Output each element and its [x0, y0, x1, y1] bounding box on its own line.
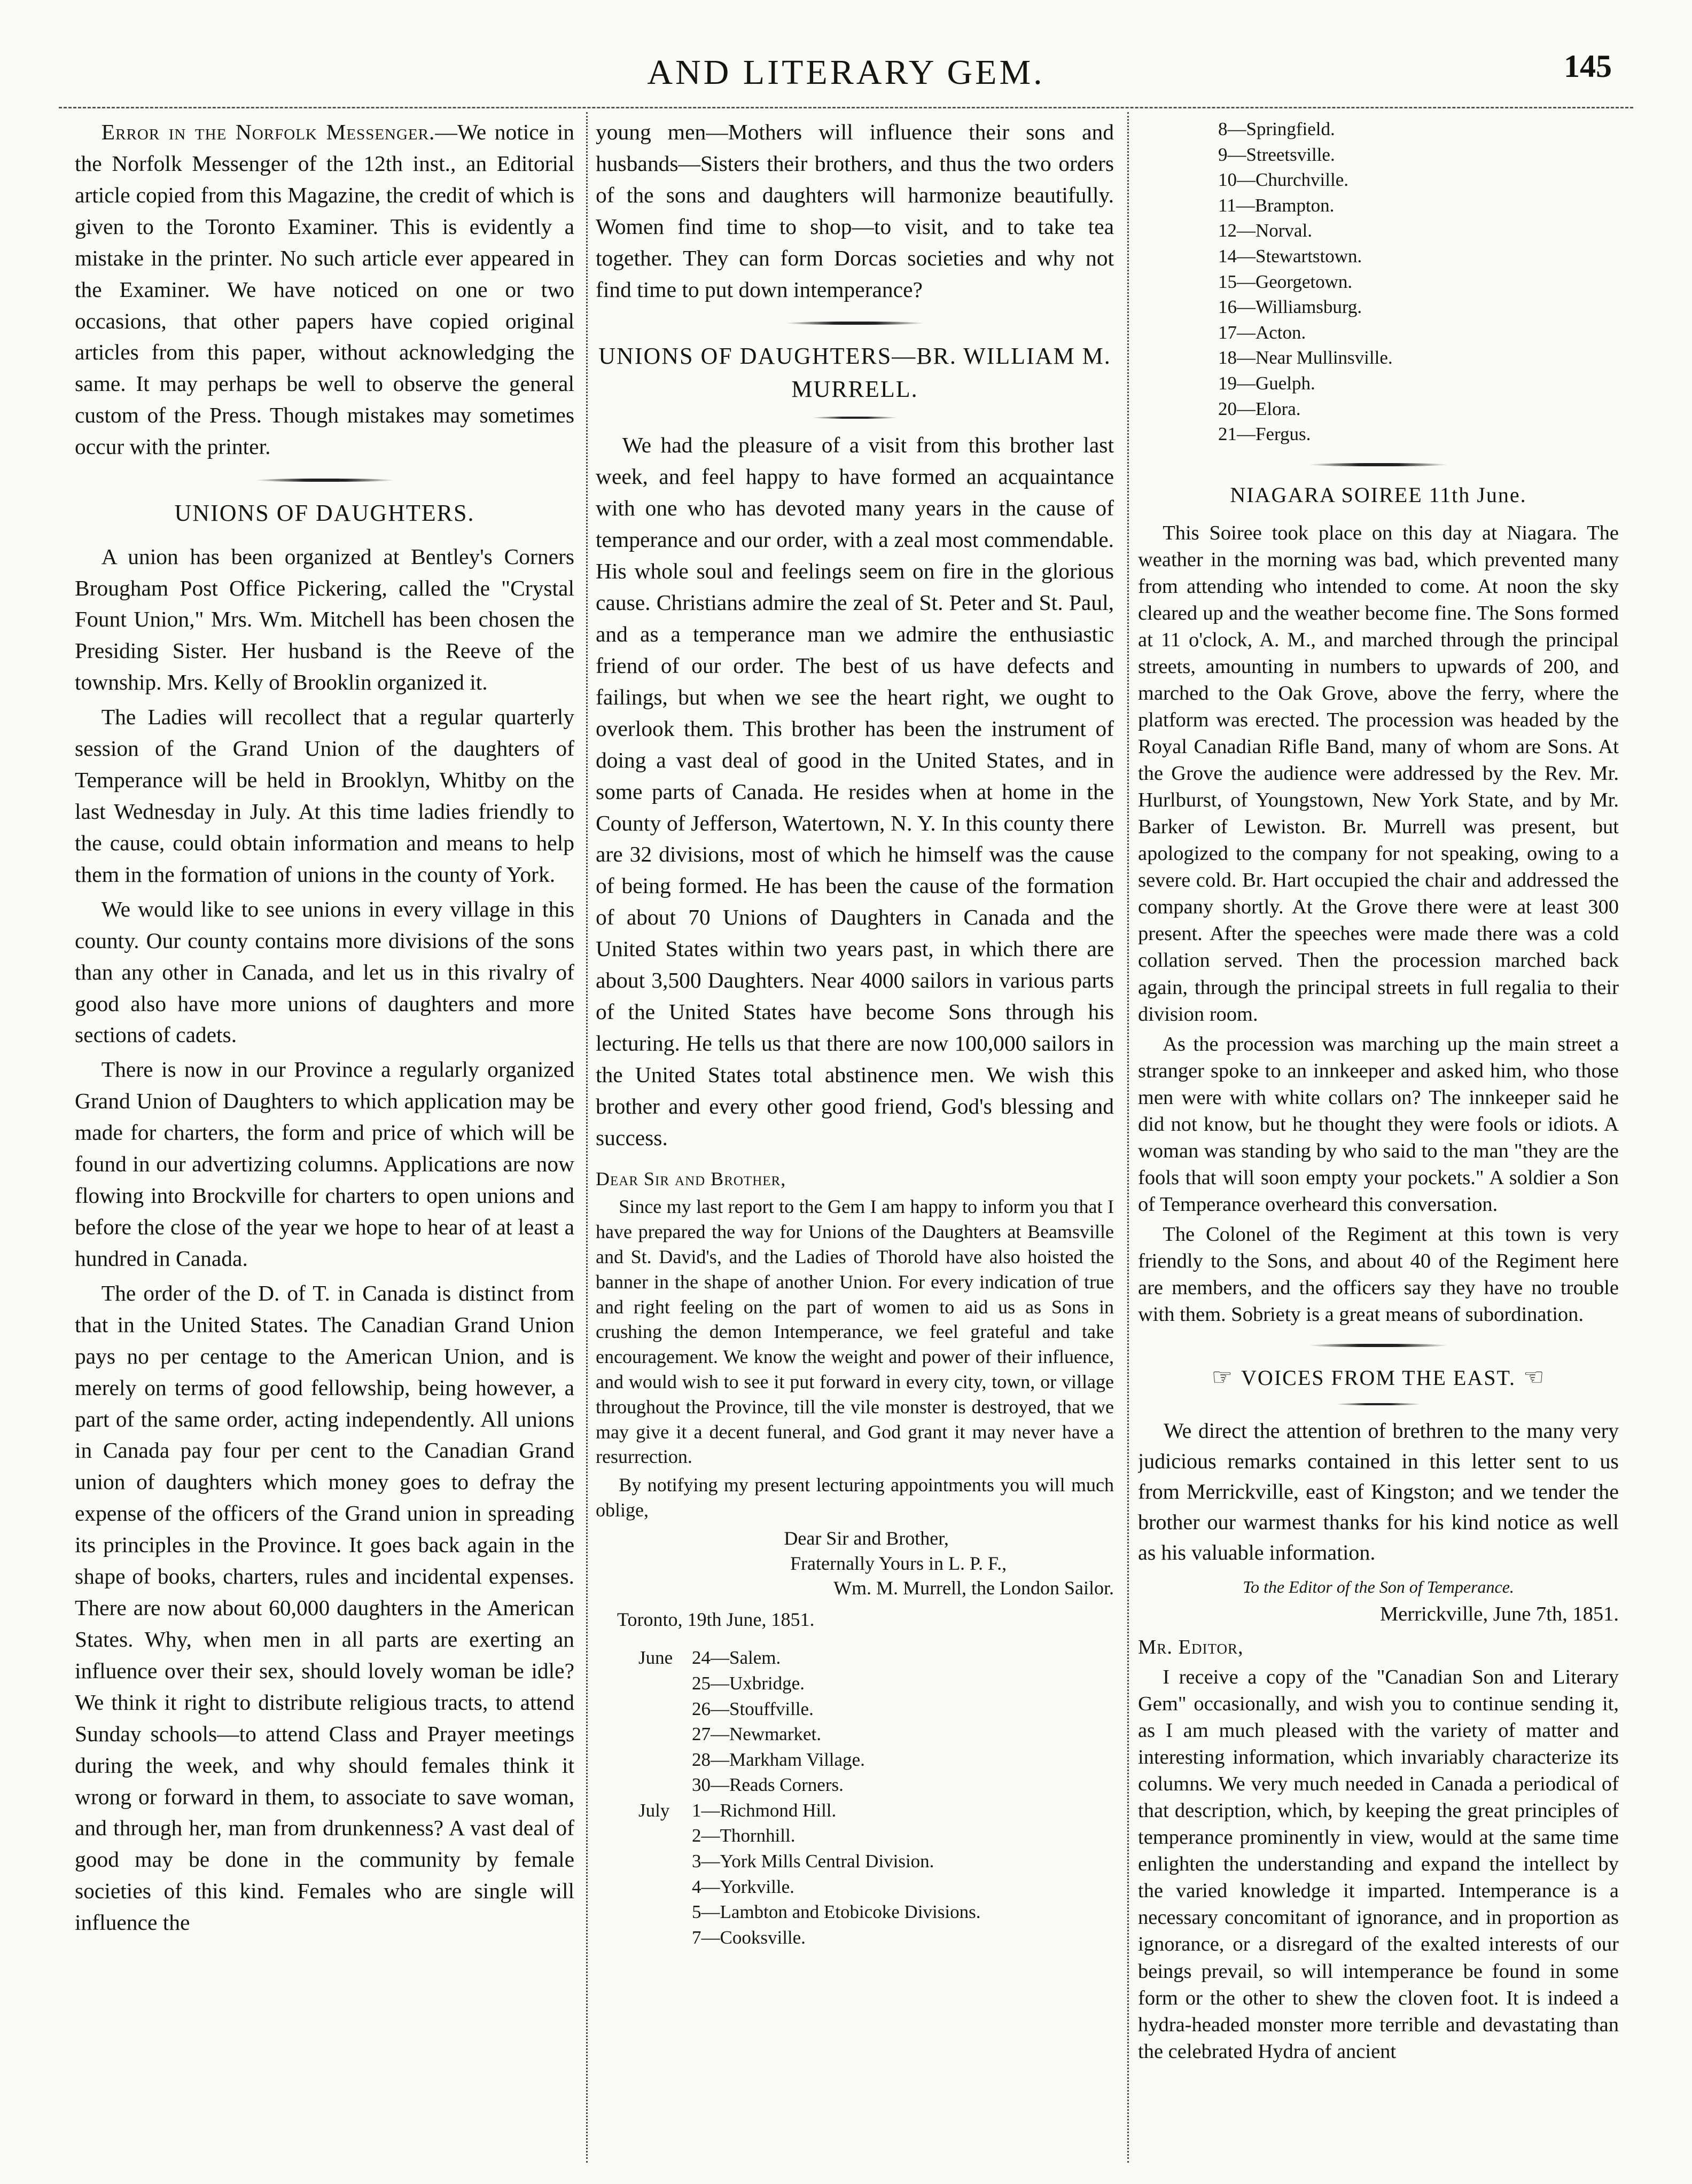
letter-dateline: Toronto, 19th June, 1851. — [617, 1609, 815, 1631]
niagara-heading: NIAGARA SOIREE 11th June. — [1230, 482, 1527, 507]
article-paragraph: The order of the D. of T. in Canada is distinct from that in the United States. The Canadian Grand Union pays no per centage to the American Union, and is merely on terms of good fellowship, being however, a part of the same order, acting independently. All unions in Canada pay four per cent to the Canadian Grand union of daughters which money goes to defray the expense of the officers of the Grand union in spreading its principles in the Province. It goes back again in the shape of books, charters, rules and incidental expenses. There are now about 60,000 daughters in the American States. Why, when men in all parts are exerting an influence over their sex, should lovely woman be idle? We think it right to distribute religious tracts, to attend Sunday schools—to attend Class and Prayer meetings during the week, and why should females think it wrong or forward in them, to associate to save woman, and through her, man from drunkenness? A vast deal of good may be done in the community by female societies of this kind. Females who are single will influence the — [75, 1280, 574, 1935]
article-paragraph: We had the pleasure of a visit from this brother last week, and feel happy to have formed an acquaintance with one who has devoted many years in the cause of temperance and our order, with a zeal most commendable. His whole soul and feelings seem on fire in the glorious cause. Christians admire the zeal of St. Peter and St. Paul, and as a temperance man we admire the enthusiastic friend of our order. The best of us have defects and failings, but when we see the heart right, we ought to overlook them. This brother has been the instrument of doing a vast deal of good in the United States, and in some parts of Canada. He resides when at home in the County of Jefferson, Watertown, N. Y. In this county there are 32 divisions, most of which he himself was the cause of being formed. He has been the cause of the formation of about 70 Unions of Daughters in Canada and the United States within two years past, in which there are about 3,500 Daughters. Near 4000 sailors in various parts of the United States have become Sons through his lecturing. He tells us that there are now 100,000 sailors in the United States total abstinence men. We wish this brother and every other good friend, God's blessing and success. — [596, 433, 1114, 1150]
page-number: 145 — [1564, 49, 1612, 84]
left-column — [75, 116, 574, 2163]
article-paragraph: As the procession was marching up the main street a stranger spoke to an innkeeper and asked him, who those men were with white collars on? The innkeeper said he did not know, but he thought they were fools or idiots. A woman was standing by who said to the man "they are the fools that will soon empty your pockets." A soldier a Son of Temperance overheard this conversation. — [1138, 1032, 1619, 1216]
article-paragraph: The Colonel of the Regiment at this town is very friendly to the Sons, and about 40 of the Regiment here are members, and the officers say they have no trouble with them. Sobriety is a great means of subordination. — [1138, 1223, 1619, 1326]
list-item — [638, 1747, 1114, 1773]
appointment-entry: 24—Salem. — [692, 1647, 781, 1669]
right-column — [1138, 116, 1619, 2163]
letter-salutation: Dear Sir and Brother, — [596, 1168, 786, 1189]
appointments-continued-list — [1138, 116, 1619, 447]
running-head — [59, 48, 1633, 108]
letter-signature: Wm. M. Murrell, the London Sailor. — [833, 1577, 1114, 1599]
list-item: 11—Brampton. — [1218, 194, 1335, 216]
appointment-entry: 4—Yorkville. — [692, 1876, 794, 1897]
letter-salutation: Mr. Editor, — [1138, 1635, 1244, 1658]
list-item: 19—Guelph. — [1218, 372, 1315, 394]
letter-paragraph: By notifying my present lecturing appointments you will much oblige, — [596, 1474, 1114, 1521]
letter-closing: Dear Sir and Brother, — [784, 1527, 949, 1549]
error-notice-heading: Error in the Norfolk Messenger. — [101, 120, 435, 144]
list-item — [638, 1798, 1114, 1823]
section-separator — [1309, 463, 1448, 466]
list-item — [638, 1849, 1114, 1874]
continuation-paragraph: young men—Mothers will influence their sons and husbands—Sisters their brothers, and thus the two orders of the sons and daughters will harmonize beautifully. Women find time to shop—to visit, and to take tea together. They can form Dorcas societies and why not find time to put down intemperance? — [596, 120, 1114, 302]
page-title: AND LITERARY GEM. — [647, 53, 1045, 92]
appointment-entry: 1—Richmond Hill. — [692, 1799, 837, 1821]
appointment-entry: 28—Markham Village. — [692, 1749, 865, 1770]
pointing-hand-right-icon: ☞ — [1211, 1364, 1234, 1391]
letter-place-date: Merrickville, June 7th, 1851. — [1380, 1602, 1619, 1625]
list-item — [638, 1823, 1114, 1849]
list-item — [638, 1671, 1114, 1696]
list-item — [638, 1645, 1114, 1671]
unions-heading: UNIONS OF DAUGHTERS. — [174, 500, 475, 527]
list-item — [638, 1899, 1114, 1925]
letter-closing: Fraternally Yours in L. P. F., — [790, 1552, 1007, 1574]
section-separator — [785, 322, 924, 325]
murrell-heading: UNIONS OF DAUGHTERS—BR. WILLIAM M. MURRELL. — [598, 342, 1111, 402]
list-item: 21—Fergus. — [1218, 424, 1311, 445]
error-notice-text: —We notice in the Norfolk Messenger of the 12th inst., an Editorial article copied from this Magazine, the credit of which is given to the Toronto Examiner. This is evidently a mistake in the printer. No such article ever appeared in the Examiner. We have noticed on one or two occasions, that other papers have copied original articles from this paper, without acknowledging the same. It may perhaps be well to observe the general custom of the Press. Though mistakes may sometimes occur with the printer. — [75, 120, 574, 459]
list-item — [638, 1721, 1114, 1747]
appointment-entry: 5—Lambton and Etobicoke Divisions. — [692, 1901, 981, 1923]
list-item: 9—Streetsville. — [1218, 144, 1335, 165]
voices-heading: VOICES FROM THE EAST. — [1241, 1366, 1516, 1390]
appointment-month: June — [638, 1647, 673, 1669]
appointment-entry: 2—Thornhill. — [692, 1825, 796, 1846]
article-paragraph: The Ladies will recollect that a regular quarterly session of the Grand Union of the daughters of Temperance will be held in Brooklyn, Whitby on the last Wednesday in July. At this time ladies friendly to the cause, could obtain information and means to help them in the formation of unions in the county of York. — [75, 704, 574, 887]
article-paragraph: We would like to see unions in every village in this county. Our county contains more divisions of the sons than any other in Canada, and let us in this rivalry of good also have more unions of daughters and more sections of cadets. — [75, 896, 574, 1047]
list-item — [638, 1874, 1114, 1900]
column-divider — [1127, 112, 1129, 2163]
section-separator — [1309, 1344, 1448, 1347]
editor-heading: To the Editor of the Son of Temperance. — [1243, 1577, 1514, 1597]
appointment-entry: 30—Reads Corners. — [692, 1774, 844, 1796]
heading-rule — [1336, 1403, 1421, 1405]
appointment-entry: 27—Newmarket. — [692, 1724, 822, 1745]
appointment-entry: 25—Uxbridge. — [692, 1672, 805, 1694]
article-paragraph: There is now in our Province a regularly organized Grand Union of Daughters to which application may be made for charters, the form and price of which will be found in our advertizing columns. Applications are now flowing into Brockville for charters to open unions and before the close of the year we hope to hear of at least a hundred in Canada. — [75, 1057, 574, 1271]
appointment-month: July — [638, 1799, 670, 1821]
list-item: 18—Near Mullinsville. — [1218, 347, 1393, 369]
column-divider — [586, 112, 588, 2163]
list-item: 14—Stewartstown. — [1218, 245, 1362, 267]
section-separator — [255, 479, 394, 482]
letter-paragraph: Since my last report to the Gem I am happy to inform you that I have prepared the way for Unions of the Daughters at Beamsville and St. David's, and the Ladies of Thorold have also hoisted the banner in the shape of another Union. For every indication of true and right feeling on the part of women to aid us as Sons in crushing the demon Intemperance, we feel grateful and take encouragement. We know the weight and power of their influence, and would wish to see it put forward in every city, town, or village throughout the Province, till the vile monster is destroyed, that we may give it a decent funeral, and God grant it may never have a resurrection. — [596, 1196, 1114, 1468]
list-item: 20—Elora. — [1218, 398, 1301, 419]
list-item: 12—Norval. — [1218, 220, 1312, 241]
list-item: 16—Williamsburg. — [1218, 296, 1362, 318]
article-paragraph: A union has been organized at Bentley's Corners Brougham Post Office Pickering, called the "Crystal Fount Union," Mrs. Wm. Mitchell has been chosen the Presiding Sister. Her husband is the Reeve of the township. Mrs. Kelly of Brooklin organized it. — [75, 544, 574, 695]
article-paragraph: This Soiree took place on this day at Niagara. The weather in the morning was bad, which prevented many from attending who intended to come. At noon the sky cleared up and the weather become fine. The Sons formed at 11 o'clock, A. M., and marched through the principal streets, amounting in numbers to upwards of 200, and marched to the Oak Grove, above the ferry, where the platform was erected. The procession was headed by the Royal Canadian Rifle Band, many of whom are Sons. At the Grove the audience were addressed by the Rev. Mr. Hurlburst, of Youngstown, New York State, and by Mr. Barker of Lewiston. Br. Murrell was present, but apologized to the company for not speaking, owing to a severe cold. Br. Hart occupied the chair and addressed the company shortly. At the Grove there were at least 300 present. After the speeches were made there was a cold collation served. Then the procession marched back again, through the principal streets in full regalia to their division room. — [1138, 521, 1619, 1026]
letter-paragraph: I receive a copy of the "Canadian Son and Literary Gem" occasionally, and wish you to continue sending it, as I am much pleased with the variety of matter and interesting information, which invariably characterize its columns. We very much needed in Canada a periodical of that description, which, by keeping the great principles of temperance prominently in view, would at the same time enlighten the understanding and expand the intellect by the varied knowledge it imparted. Intemperance is a necessary concomitant of ignorance, and in proportion as ignorance, or a disregard of the exalted interests of our beings prevail, so will intemperance be found in some form or the other to shew the cloven foot. It is indeed a hydra-headed monster more terrible and devastating than the celebrated Hydra of ancient — [1138, 1665, 1619, 2063]
list-item: 8—Springfield. — [1218, 119, 1335, 139]
list-item — [638, 1772, 1114, 1798]
appointment-entry: 3—York Mills Central Division. — [692, 1851, 934, 1872]
list-item — [638, 1696, 1114, 1722]
list-item: 17—Acton. — [1218, 322, 1306, 343]
appointments-list — [596, 1645, 1114, 1950]
article-paragraph: We direct the attention of brethren to the many very judicious remarks contained in this letter sent to us from Merrickville, east of Kingston; and we tender the brother our warmest thanks for his kind notice as well as his valuable information. — [1138, 1419, 1619, 1564]
list-item — [638, 1925, 1114, 1951]
list-item: 15—Georgetown. — [1218, 271, 1353, 292]
heading-rule — [812, 417, 898, 419]
middle-column — [596, 116, 1114, 2163]
pointing-hand-left-icon: ☜ — [1523, 1364, 1546, 1391]
list-item: 10—Churchville. — [1218, 169, 1348, 191]
appointment-entry: 7—Cooksville. — [692, 1927, 806, 1948]
error-notice — [75, 116, 574, 463]
voices-heading-line — [1138, 1362, 1619, 1392]
appointment-entry: 26—Stouffville. — [692, 1698, 814, 1719]
